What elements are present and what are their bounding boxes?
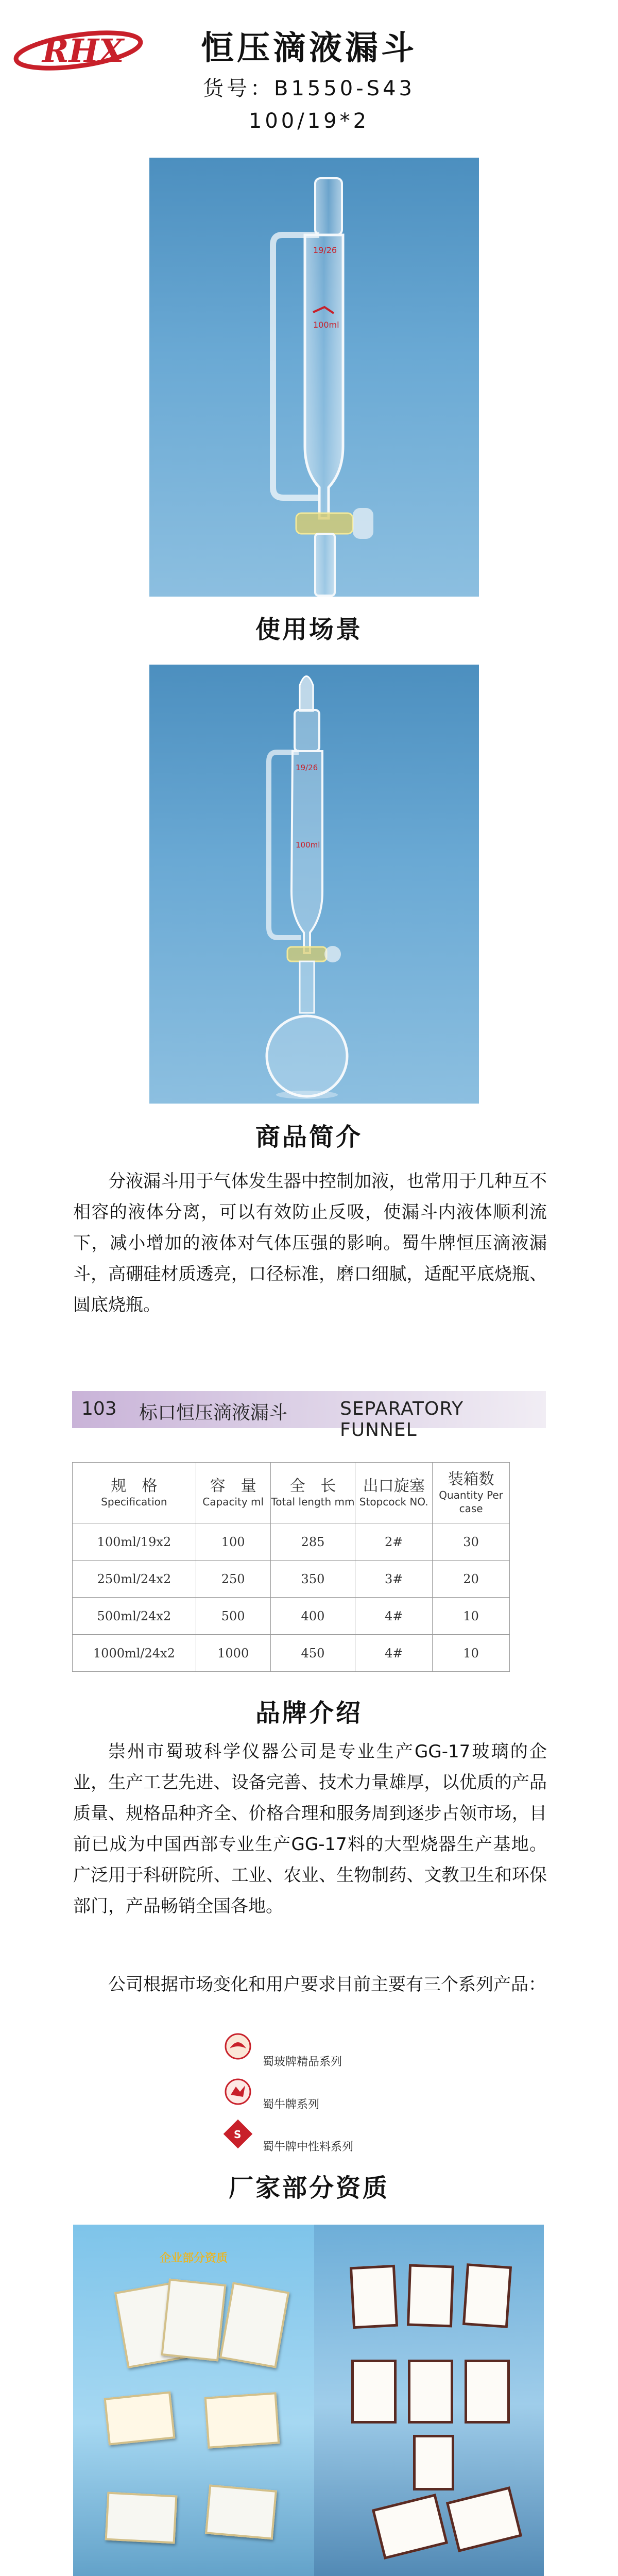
brand-para-2: 公司根据市场变化和用户要求目前主要有三个系列产品： — [108, 1974, 546, 1995]
header-total-length: 全 长 Total length mm — [270, 1463, 355, 1523]
item-number: 货号：B1550-S43 — [203, 77, 415, 100]
cell-length: 350 — [270, 1561, 355, 1598]
spec-code: 100/19*2 — [248, 109, 370, 133]
certificate-image — [204, 2392, 280, 2449]
cell-capacity: 100 — [196, 1523, 270, 1561]
cell-spec: 100ml/19x2 — [73, 1523, 196, 1561]
shubo-logo-icon — [222, 2031, 253, 2062]
cell-length: 450 — [270, 1635, 355, 1672]
certificate-image — [372, 2494, 448, 2560]
scene-photo — [149, 665, 479, 1104]
header-quantity: 装箱数 Quantity Per case — [433, 1463, 510, 1523]
cell-spec: 500ml/24x2 — [73, 1598, 196, 1635]
cell-length: 400 — [270, 1598, 355, 1635]
table-row — [73, 1635, 510, 1672]
cell-length: 285 — [270, 1523, 355, 1561]
spec-table — [72, 1462, 510, 1672]
certificate-image — [219, 2282, 289, 2368]
brand-heading: 品牌介绍 — [255, 1699, 363, 1727]
header-capacity: 容 量 Capacity ml — [196, 1463, 270, 1523]
table-row — [73, 1523, 510, 1561]
certificate-image — [351, 2360, 397, 2424]
cell-quantity: 10 — [433, 1635, 510, 1672]
spec-banner-code: 103 — [81, 1398, 117, 1419]
shuniu-neutral-logo-icon — [222, 2119, 253, 2149]
scene-heading: 使用场景 — [255, 615, 363, 644]
cell-capacity: 250 — [196, 1561, 270, 1598]
certificate-image — [465, 2360, 510, 2424]
cell-spec: 250ml/24x2 — [73, 1561, 196, 1598]
certificate-image — [350, 2265, 398, 2329]
qualification-panel-right — [314, 2225, 544, 2576]
series-item-1: 蜀玻牌精品系列 — [263, 2056, 342, 2069]
cell-quantity: 20 — [433, 1561, 510, 1598]
cell-stopcock: 4# — [355, 1598, 433, 1635]
qualification-panel-title: 企业部分资质 — [159, 2252, 228, 2265]
header-stopcock: 出口旋塞 Stopcock NO. — [355, 1463, 433, 1523]
header-specification: 规 格 Specification — [73, 1463, 196, 1523]
svg-text:S: S — [234, 2128, 242, 2141]
intro-text: 分液漏斗用于气体发生器中控制加液，也常用于几种互不相容的液体分离，可以有效防止反吸，使漏斗内液体顺利流下，减小增加的液体对气体压强的影响。蜀牛牌恒压滴液漏斗，高硼硅材质透亮，口径标准，磨口细腻，适配平底烧瓶、圆底烧瓶。 — [73, 1171, 547, 1315]
spec-banner-en: SEPARATORY FUNNEL — [340, 1398, 464, 1440]
certificate-image — [408, 2360, 453, 2424]
cell-stopcock: 3# — [355, 1561, 433, 1598]
certificate-image — [161, 2279, 226, 2362]
table-row — [73, 1561, 510, 1598]
certificate-image — [205, 2484, 277, 2539]
table-row — [73, 1598, 510, 1635]
cell-stopcock: 2# — [355, 1523, 433, 1561]
brand-para-1: 崇州市蜀玻科学仪器公司是专业生产GG-17玻璃的企业，生产工艺先进、设备完善、技术力量雄厚，以优质的产品质量、规格品种齐全、价格合理和服务周到逐步占领市场，目前已成为中国西部专业生产GG-17料的大型烧器生产基地。广泛用于科研院所、工业、农业、生物制药、文教卫生和环保部门，产品畅销全国各地。 — [73, 1741, 547, 1917]
certificate-image — [407, 2264, 454, 2328]
spec-table-header-row — [73, 1463, 510, 1523]
svg-text:19/26: 19/26 — [313, 245, 337, 255]
cell-quantity: 30 — [433, 1523, 510, 1561]
spec-banner-cn: 标口恒压滴液漏斗 — [139, 1402, 288, 1423]
shuniu-logo-icon — [222, 2076, 253, 2107]
certificate-image — [105, 2492, 178, 2544]
svg-text:19/26: 19/26 — [296, 763, 318, 772]
svg-text:RHX: RHX — [42, 32, 124, 70]
product-photo — [149, 158, 479, 597]
cell-quantity: 10 — [433, 1598, 510, 1635]
cell-capacity: 1000 — [196, 1635, 270, 1672]
svg-text:100ml: 100ml — [296, 840, 320, 850]
certificate-image — [462, 2263, 512, 2328]
cell-spec: 1000ml/24x2 — [73, 1635, 196, 1672]
series-item-2: 蜀牛牌系列 — [263, 2098, 320, 2111]
qualification-panel-left — [73, 2225, 314, 2576]
spec-banner — [72, 1391, 546, 1440]
certificate-image — [413, 2435, 454, 2490]
qualification-heading: 厂家部分资质 — [228, 2174, 389, 2202]
certificate-image — [446, 2486, 522, 2552]
product-title: 恒压滴液漏斗 — [201, 29, 417, 67]
series-item-3: 蜀牛牌中性料系列 — [263, 2141, 354, 2154]
svg-text:100ml: 100ml — [313, 320, 339, 330]
intro-heading: 商品简介 — [255, 1123, 363, 1151]
certificate-image — [104, 2391, 176, 2445]
cell-capacity: 500 — [196, 1598, 270, 1635]
cell-stopcock: 4# — [355, 1635, 433, 1672]
